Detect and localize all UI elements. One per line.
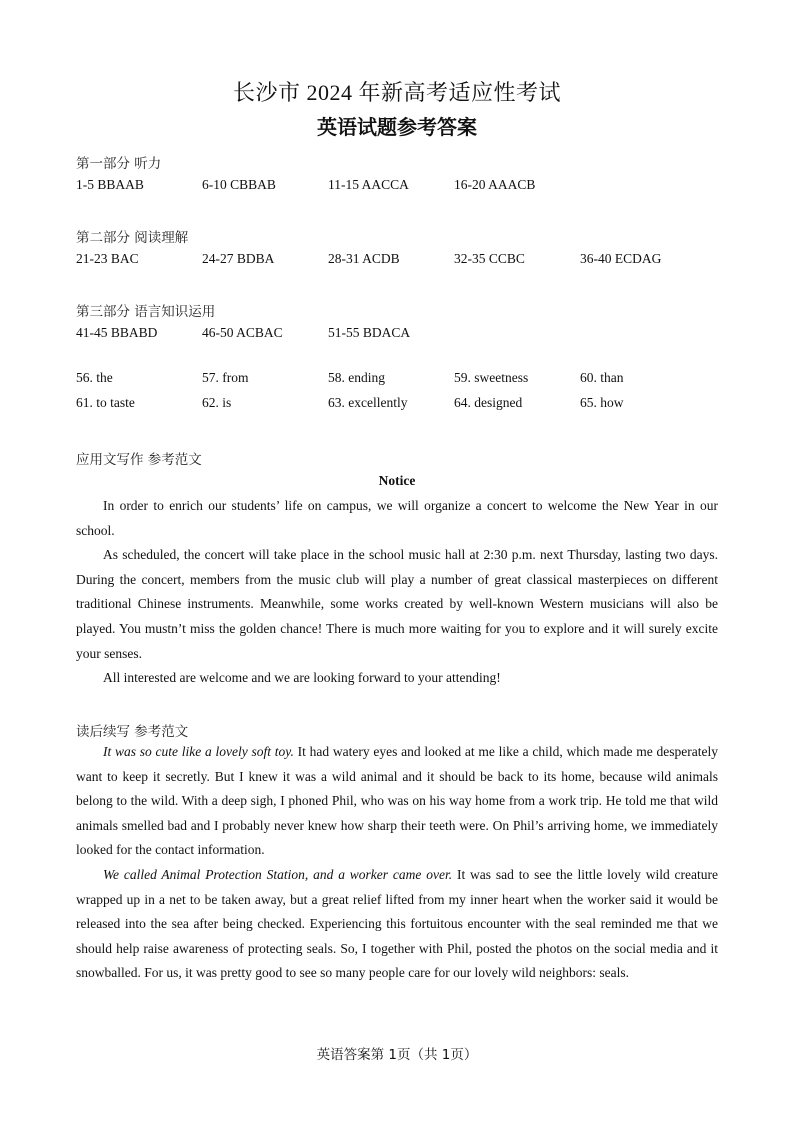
- part1-answer-row: [76, 177, 736, 197]
- part3-answer-row: [76, 325, 736, 345]
- part3-heading: 第三部分 语言知识运用: [76, 304, 216, 320]
- essay-paragraph: [76, 740, 718, 863]
- part2-answer-row: [76, 251, 736, 271]
- continuation-essay: [76, 740, 718, 986]
- answer-cell: 65. how: [580, 395, 624, 410]
- essay-paragraph: [76, 863, 718, 986]
- answer-cell: 58. ending: [328, 370, 385, 385]
- answer-cell: 46-50 ACBAC: [202, 325, 283, 340]
- writing1-heading: 应用文写作 参考范文: [76, 452, 202, 468]
- page-subtitle: 英语试题参考答案: [317, 117, 477, 139]
- essay-paragraph: All interested are welcome and we are looking forward to your attending!: [103, 670, 501, 686]
- answer-cell: 56. the: [76, 370, 113, 385]
- paragraph-body: It was sad to see the little lovely wild creature wrapped up in a net to be taken away, but a great relief lifted from my inner heart when the worker said it would be released into the sea after being checked. Experiencing this fortuitous encounter with the seal reminded me that we should help raise awareness of protecting seals. So, I together with Phil, posted the photos on the social media and it snowballed. For us, it was pretty good to see so many people care for our lovely wild neighbors: seals.: [76, 866, 718, 981]
- answer-cell: 28-31 ACDB: [328, 251, 400, 266]
- part1-heading: 第一部分 听力: [76, 156, 162, 172]
- answer-cell: 63. excellently: [328, 395, 408, 410]
- answer-cell: 11-15 AACCA: [328, 177, 409, 192]
- answer-cell: 62. is: [202, 395, 232, 410]
- page-title: 长沙市 2024 年新高考适应性考试: [232, 80, 561, 105]
- writing2-heading: 读后续写 参考范文: [76, 724, 189, 740]
- essay-paragraph: In order to enrich our students’ life on campus, we will organize a concert to welcome the New Year in our school.: [76, 498, 718, 538]
- paragraph-lead-sentence: It was so cute like a lovely soft toy.: [103, 744, 294, 759]
- answer-cell: 59. sweetness: [454, 370, 529, 385]
- answer-cell: 36-40 ECDAG: [580, 251, 662, 266]
- notice-title: Notice: [378, 473, 416, 488]
- answer-cell: 24-27 BDBA: [202, 251, 275, 266]
- answer-cell: 41-45 BBABD: [76, 325, 158, 340]
- answer-cell: 57. from: [202, 370, 249, 385]
- answer-cell: 6-10 CBBAB: [202, 177, 276, 192]
- paragraph-lead-sentence: We called Animal Protection Station, and a worker came over.: [103, 866, 453, 882]
- page-footer: 英语答案第 1页（共 1页）: [316, 1047, 478, 1063]
- answer-cell: 1-5 BBAAB: [76, 177, 144, 192]
- answer-cell: 64. designed: [454, 395, 523, 410]
- part3-answer-row: [76, 370, 736, 390]
- part2-heading: 第二部分 阅读理解: [76, 230, 189, 246]
- answer-cell: 16-20 AAACB: [454, 177, 536, 192]
- answer-cell: 32-35 CCBC: [454, 251, 525, 266]
- answer-cell: 60. than: [580, 370, 624, 385]
- part3-answer-row: [76, 395, 736, 415]
- answer-cell: 61. to taste: [76, 395, 135, 410]
- essay-paragraph: As scheduled, the concert will take place in the school music hall at 2:30 p.m. next Thursday, lasting two days. During the concert, members from the music club will play a number of great classical masterpieces on different traditional Chinese instruments. Meanwhile, some works created by well-known Western musicians will also be played. You mustn’t miss the golden chance! There is much more waiting for you to explore and it will surely excite your senses.: [76, 547, 718, 661]
- answer-cell: 51-55 BDACA: [328, 325, 411, 340]
- answer-cell: 21-23 BAC: [76, 251, 139, 266]
- paragraph-body: It had watery eyes and looked at me like a child, which made me desperately want to keep it secretly. But I knew it was a wild animal and it should be back to its home, because wild animals belong to the wild. With a deep sigh, I phoned Phil, who was on his way home from a work trip. He told me that wild animals smelled bad and I probably never knew how sharp their teeth were. On Phil’s arriving home, we immediately looked for the contact information.: [76, 744, 718, 858]
- notice-essay: [76, 494, 718, 691]
